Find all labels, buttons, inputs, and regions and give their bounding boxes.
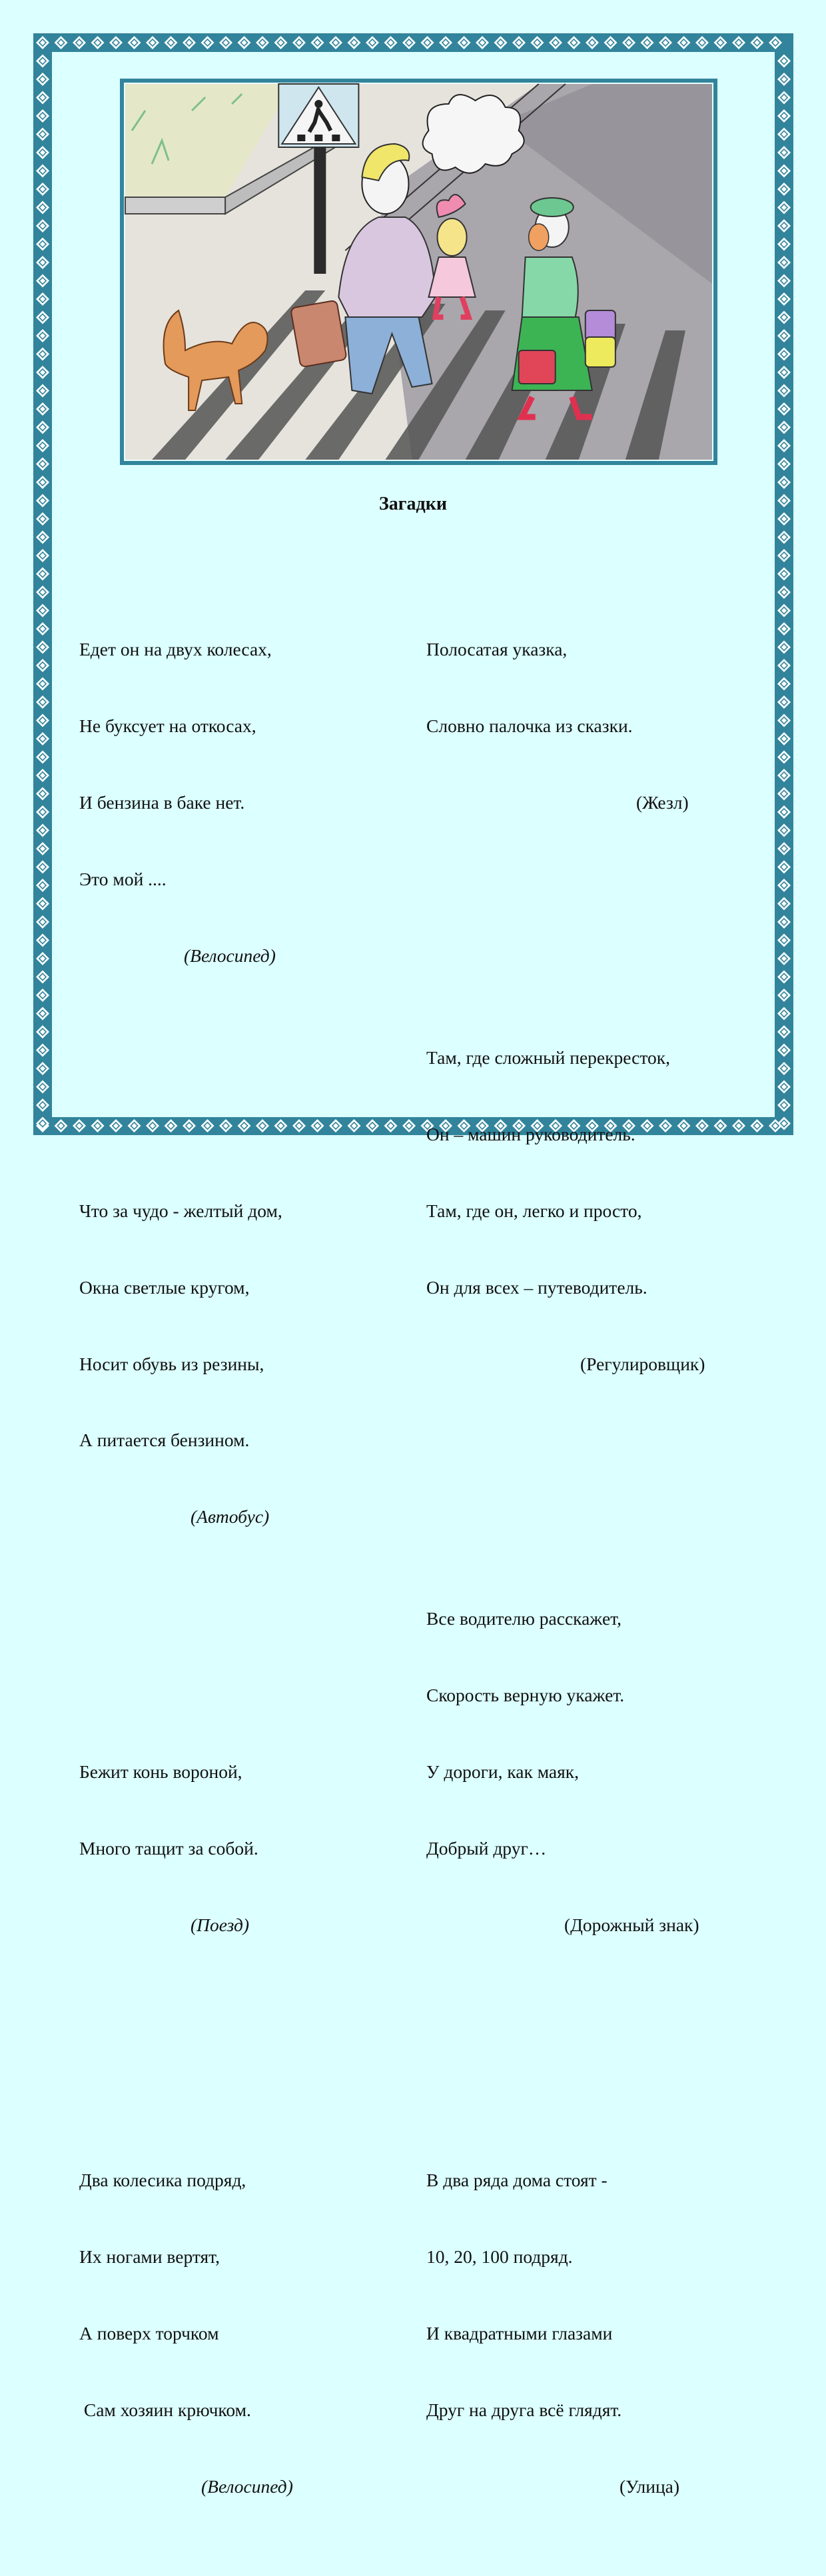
riddle	[426, 586, 705, 867]
riddle-line: Все водителю расскажет,	[426, 1608, 621, 1629]
riddle-line: Там, где сложный перекресток,	[426, 1047, 670, 1068]
riddle-line: Словно палочка из сказки.	[426, 715, 633, 737]
riddle-line: В два ряда дома стоят -	[426, 2170, 608, 2190]
spacer	[426, 917, 705, 943]
riddle-line: Там, где он, легко и просто,	[426, 1200, 642, 1221]
riddle-answer: (Улица)	[620, 2475, 680, 2497]
spacer	[426, 2040, 705, 2066]
riddle	[426, 994, 705, 1428]
riddle-line: Бежит конь вороной,	[79, 1761, 242, 1783]
riddle-line: Едет он на двух колесах,	[79, 639, 272, 660]
riddle-line: И бензина в баке нет.	[79, 791, 245, 813]
riddle	[426, 1555, 705, 1989]
riddles-left-column	[79, 535, 293, 2576]
riddle	[79, 2116, 293, 2550]
spacer	[79, 1632, 293, 1657]
riddle-line: Что за чудо - желтый дом,	[79, 1200, 282, 1221]
riddle-line: И квадратными глазами	[426, 2322, 613, 2344]
riddle-answer: (Поезд)	[191, 1915, 250, 1936]
riddle-line: Он – машин руководитель.	[426, 1123, 635, 1144]
spacer	[79, 1071, 293, 1096]
riddle-answer: (Жезл)	[636, 791, 689, 813]
riddles-right-column	[426, 535, 705, 2576]
page-title: Загадки	[379, 494, 447, 514]
riddle-answer: (Дорожный знак)	[564, 1915, 699, 1936]
riddle-answer: (Велосипед)	[201, 2475, 293, 2497]
riddle-line: Их ногами вертят,	[79, 2246, 220, 2267]
riddle-line: У дороги, как маяк,	[426, 1761, 580, 1783]
riddle-line: Окна светлые кругом,	[79, 1276, 250, 1298]
riddle-answer: (Регулировщик)	[580, 1353, 705, 1374]
riddle	[426, 2116, 705, 2550]
riddle-answer: (Велосипед)	[184, 945, 276, 966]
spacer	[79, 2040, 293, 2066]
crosswalk-drawing	[125, 84, 712, 460]
riddle-line: Полосатая указка,	[426, 639, 568, 660]
riddle	[79, 1709, 293, 1989]
spacer	[426, 1479, 705, 1504]
riddle-line: Много тащит за собой.	[79, 1838, 258, 1859]
riddle-line: Друг на друга всё глядят.	[426, 2399, 622, 2420]
illustration	[124, 83, 713, 461]
riddle-line: Не буксует на откосах,	[79, 715, 256, 737]
riddle-line: Сам хозяин крючком.	[79, 2399, 251, 2420]
riddle-line: Носит обувь из резины,	[79, 1353, 264, 1374]
riddle-line: А питается бензином.	[79, 1430, 250, 1451]
riddle-line: Он для всех – путеводитель.	[426, 1276, 647, 1298]
riddle-line: Скорость верную укажет.	[426, 1685, 625, 1706]
illustration-frame	[120, 79, 717, 465]
riddle-answer: (Автобус)	[191, 1506, 270, 1527]
riddle-line: А поверх торчком	[79, 2322, 219, 2344]
riddle-line: Добрый друг…	[426, 1838, 547, 1859]
riddle-line: Два колесика подряд,	[79, 2170, 246, 2190]
riddle	[79, 1147, 293, 1581]
riddle-line: 10, 20, 100 подряд.	[426, 2246, 573, 2267]
riddle	[79, 586, 293, 1020]
riddle-line: Это мой ....	[79, 868, 167, 889]
